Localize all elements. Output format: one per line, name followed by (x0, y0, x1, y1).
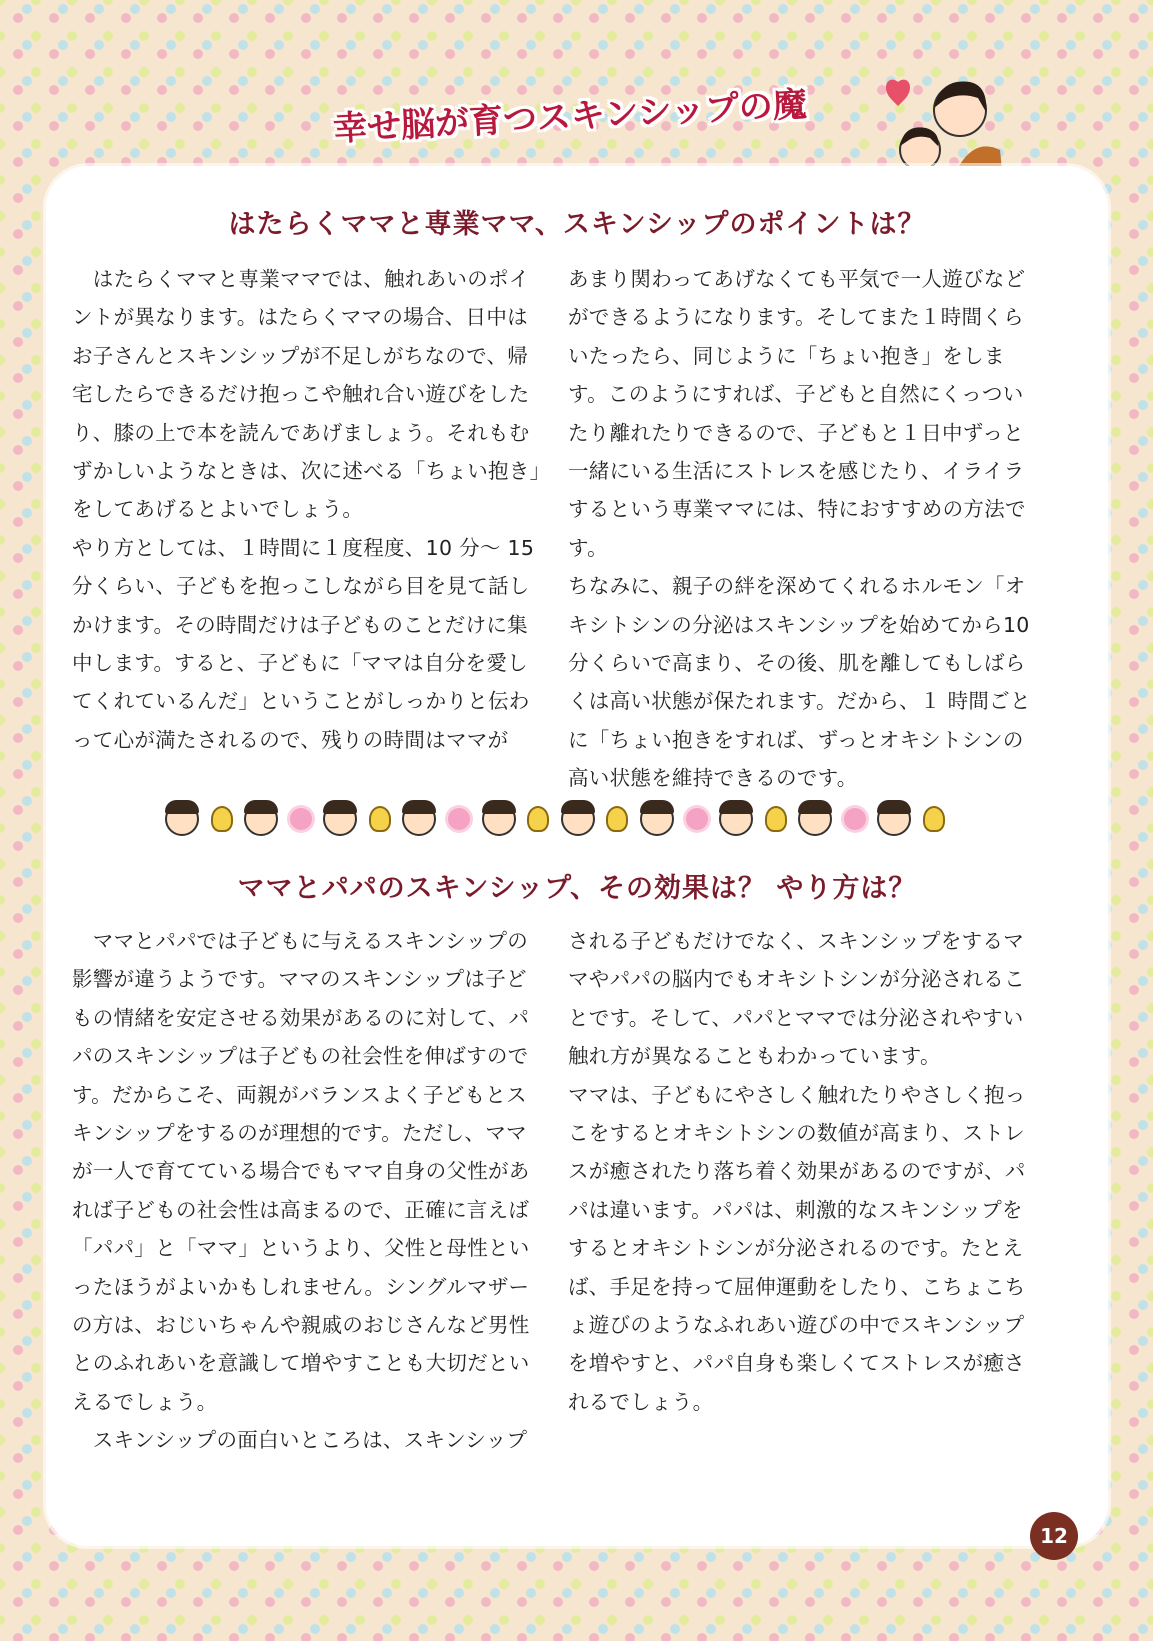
child-face-icon (323, 802, 357, 836)
child-face-icon (798, 802, 832, 836)
children-divider-decoration (165, 796, 945, 842)
flower-icon (844, 808, 866, 830)
page-number: 12 (1030, 1512, 1078, 1560)
tulip-icon (527, 806, 549, 832)
child-face-icon (640, 802, 674, 836)
child-face-icon (482, 802, 516, 836)
flower-icon (290, 808, 312, 830)
child-face-icon (244, 802, 278, 836)
section1-column-left: はたらくママと専業ママでは、触れあいのポイントが異なります。はたらくママの場合、日中はお子さんとスキンシップが不足しがちなので、帰宅したらできるだけ抱っこや触れ合い遊びをしたり、膝の上で本を読んであげましょう。それもむずかしいようなときは、次に述べる「ちょい抱き」をしてあげるとよいでしょう。 やり方としては、１時間に１度程度、10 分～ 15分くらい、子どもを抱っこしながら目を見て話しかけます。その時間だけは子どものことだけに集中します。すると、子どもに「ママは自分を愛してくれているんだ」ということがしっかりと伝わって心が満たされるので、残りの時間はママが (72, 267, 541, 752)
tulip-icon (606, 806, 628, 832)
section2-column-right: される子どもだけでなく、スキンシップをするママやパパの脳内でもオキシトシンが分泌されることです。そして、パパとママでは分泌されやすい触れ方が異なることもわかっています。 ママは、子どもにやさしく触れたりやさしく抱っこをするとオキシトシンの数値が高まり、ストレスが癒されたり落ち着く効果があるのですが、パパは違います。パパは、刺激的なスキンシップをするとオキシトシンが分泌されるのです。たとえば、手足を持って屈伸運動をしたり、こちょこちょ遊びのようなふれあい遊びの中でスキンシップを増やすと、パパ自身も楽しくてストレスが癒されるでしょう。 (568, 929, 1026, 1414)
tulip-icon (923, 806, 945, 832)
child-face-icon (402, 802, 436, 836)
flower-icon (448, 808, 470, 830)
section2-column-left: ママとパパでは子どもに与えるスキンシップの影響が違うようです。ママのスキンシップは子どもの情緒を安定させる効果があるのに対して、パパのスキンシップは子どもの社会性を伸ばすのです。だからこそ、両親がバランスよく子どもとスキンシップをするのが理想的です。ただし、ママが一人で育てている場合でもママ自身の父性があれば子どもの社会性は高まるので、正確に言えば「パパ」と「ママ」というより、父性と母性といったほうがよいかもしれません。シングルマザーの方は、おじいちゃんや親戚のおじさんなど男性とのふれあいを意識して増やすことも大切だといえるでしょう。 スキンシップの面白いところは、スキンシップ (72, 929, 530, 1453)
section-heading-mama-papa: ママとパパのスキンシップ、その効果は？ やり方は？ (237, 873, 917, 904)
tulip-icon (765, 806, 787, 832)
child-face-icon (719, 802, 753, 836)
section-heading-working-mom: はたらくママと専業ママ、スキンシップのポイントは？ (228, 209, 926, 240)
section1-column-right: あまり関わってあげなくても平気で一人遊びなどができるようになります。そしてまた１時間くらいたったら、同じように「ちょい抱き」をします。このようにすれば、子どもと自然にくっついたり離れたりできるので、子どもと１日中ずっと一緒にいる生活にストレスを感じたり、イライラするという専業ママには、特におすすめの方法です。 ちなみに、親子の絆を深めてくれるホルモン「オキシトシンの分泌はスキンシップを始めてから10 分くらいで高まり、その後、肌を離してもしばらくは高い状態が保たれます。だから、１ 時間ごとに「ちょい抱きをすれば、ずっとオキシトシンの高い状態を維持できるのです。 (568, 267, 1031, 791)
flower-icon (686, 808, 708, 830)
page-title: 幸せ脳が育つスキンシップの魔法 (332, 84, 808, 150)
content-panel (46, 166, 1108, 1546)
child-face-icon (877, 802, 911, 836)
heart-icon (886, 80, 910, 106)
tulip-icon (211, 806, 233, 832)
child-face-icon (165, 802, 199, 836)
child-face-icon (561, 802, 595, 836)
tulip-icon (369, 806, 391, 832)
